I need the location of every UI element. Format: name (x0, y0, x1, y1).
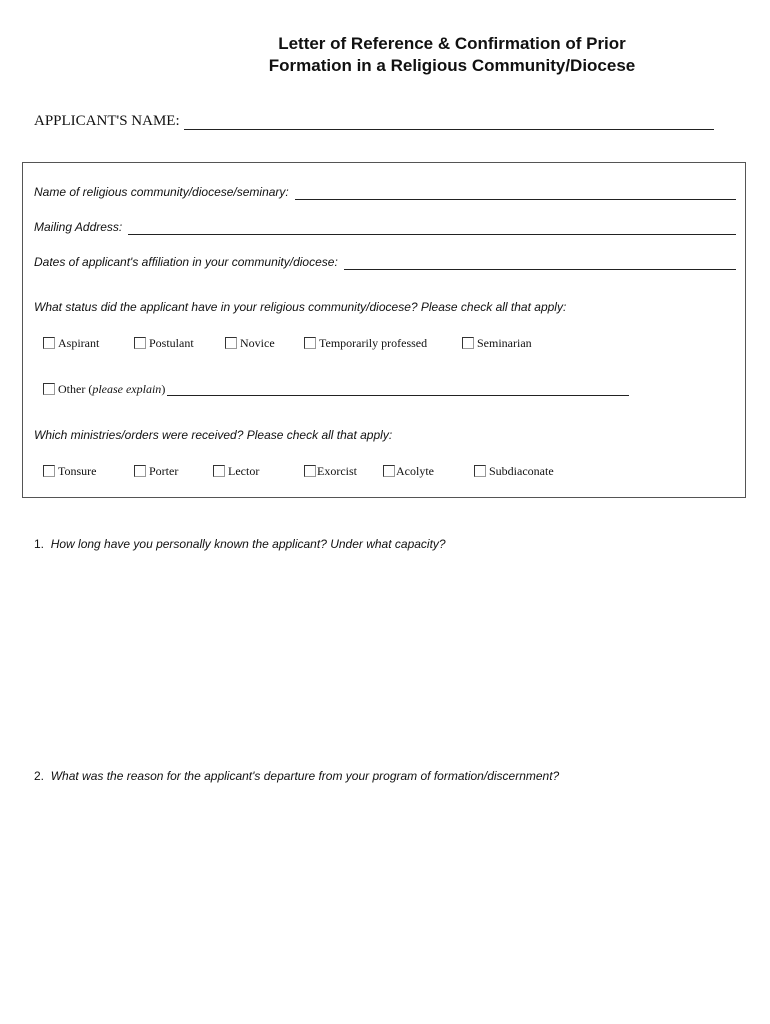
other-status-row (43, 382, 629, 396)
other-label: Other ( (58, 382, 93, 396)
checkbox-label: Porter (149, 464, 179, 478)
checkbox-exorcist[interactable] (304, 464, 357, 478)
checkbox-label: Seminarian (477, 336, 532, 350)
checkbox-label: Novice (240, 336, 275, 350)
checkbox-icon[interactable] (304, 465, 316, 477)
question-1-number: 1. (34, 537, 45, 551)
checkbox-label: Lector (228, 464, 260, 478)
applicant-name-row (34, 112, 714, 130)
checkbox-label: Aspirant (58, 336, 100, 350)
document-title-line-2: Formation in a Religious Community/Diocese (268, 56, 636, 75)
checkbox-icon[interactable] (474, 465, 486, 477)
dates-row (34, 255, 736, 270)
mailing-address-field[interactable] (128, 221, 736, 235)
checkbox-acolyte[interactable] (383, 464, 434, 478)
question-1-text: How long have you personally known the applicant? Under what capacity? (50, 537, 446, 551)
dates-label: Dates of applicant's affiliation in your community/diocese: (34, 255, 338, 269)
checkbox-novice[interactable] (225, 336, 275, 350)
checkbox-icon[interactable] (43, 465, 55, 477)
checkbox-icon[interactable] (383, 465, 395, 477)
other-explain-label: please explain (92, 382, 162, 396)
checkbox-icon[interactable] (43, 383, 55, 395)
mailing-address-label: Mailing Address: (34, 220, 123, 234)
community-field[interactable] (295, 186, 736, 200)
checkbox-label: Temporarily professed (319, 336, 428, 350)
checkbox-icon[interactable] (134, 337, 146, 349)
checkbox-label: Subdiaconate (489, 464, 554, 478)
checkbox-label: Tonsure (58, 464, 97, 478)
other-close-paren: ) (161, 382, 166, 396)
checkbox-label: Exorcist (317, 464, 357, 478)
dates-field[interactable] (344, 256, 736, 270)
other-explain-field[interactable] (167, 383, 629, 396)
checkbox-subdiaconate[interactable] (474, 464, 554, 478)
affiliation-section-box (22, 162, 746, 498)
applicant-name-field[interactable] (184, 113, 714, 130)
community-label: Name of religious community/diocese/seminary: (34, 185, 289, 199)
checkbox-lector[interactable] (213, 464, 259, 478)
mailing-address-row (34, 220, 736, 235)
question-2-text: What was the reason for the applicant's departure from your program of formation/discernment? (50, 769, 560, 783)
ministries-question: Which ministries/orders were received? Please check all that apply: (34, 428, 393, 442)
status-question: What status did the applicant have in your religious community/diocese? Please check all that apply: (34, 300, 567, 314)
checkbox-postulant[interactable] (134, 336, 194, 350)
checkbox-porter[interactable] (134, 464, 178, 478)
checkbox-label: Acolyte (396, 464, 434, 478)
checkbox-icon[interactable] (43, 337, 55, 349)
question-1 (34, 537, 446, 552)
checkbox-seminarian[interactable] (462, 336, 532, 350)
document-title-line-1: Letter of Reference & Confirmation of Prior (278, 34, 626, 53)
checkbox-icon[interactable] (225, 337, 237, 349)
checkbox-icon[interactable] (462, 337, 474, 349)
checkbox-icon[interactable] (304, 337, 316, 349)
question-2-number: 2. (34, 769, 45, 783)
question-2 (34, 769, 559, 784)
checkbox-icon[interactable] (213, 465, 225, 477)
checkbox-label: Postulant (149, 336, 194, 350)
checkbox-icon[interactable] (134, 465, 146, 477)
community-row (34, 185, 736, 200)
checkbox-aspirant[interactable] (43, 336, 99, 350)
checkbox-tonsure[interactable] (43, 464, 96, 478)
applicant-name-label: APPLICANT'S NAME: (34, 113, 180, 129)
checkbox-temporarily-professed[interactable] (304, 336, 427, 350)
